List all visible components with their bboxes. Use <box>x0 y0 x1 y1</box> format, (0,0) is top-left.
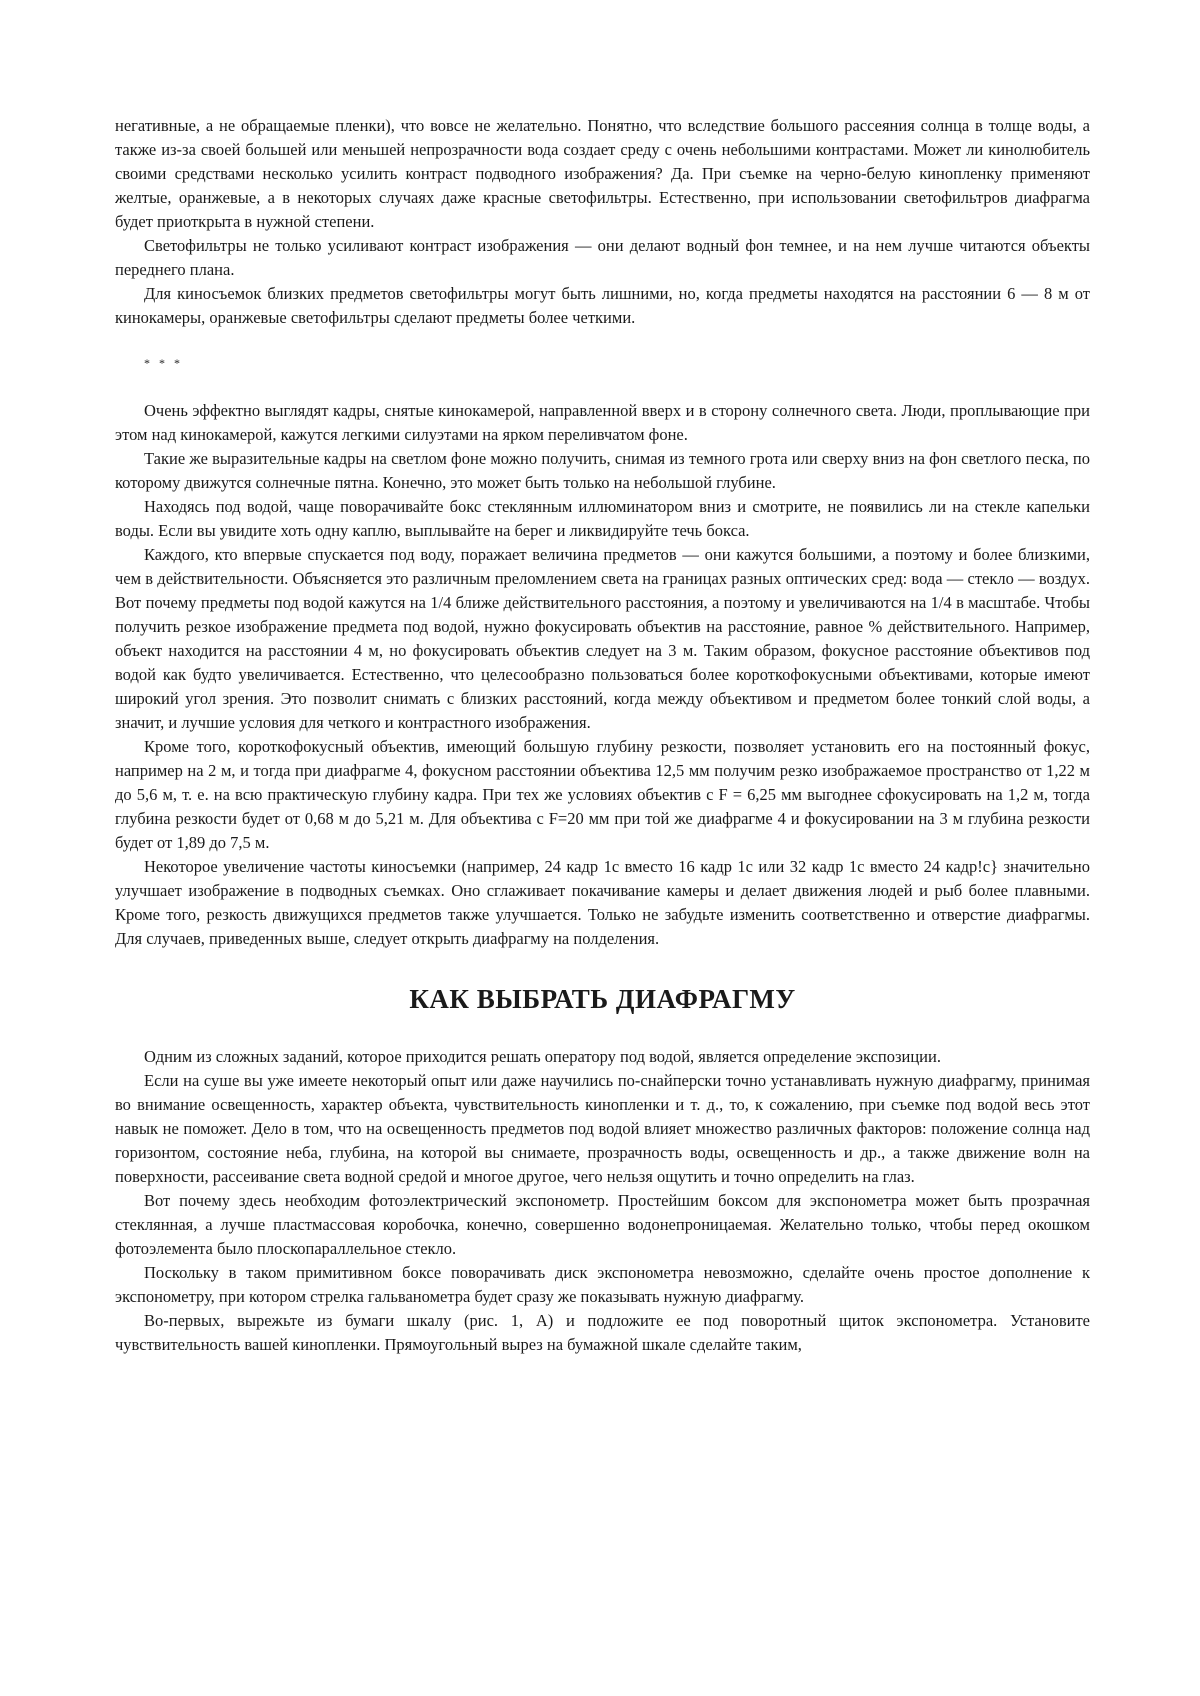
paragraph-11: Если на суше вы уже имеете некоторый опыт или даже научились по-снайперски точно устанавливать нужную диафрагму, принимая во внимание освещенность, характер объекта, чувствительность кинопленки и т. д., то, к сожалению, при съемке под водой весь этот навык не поможет. Дело в том, что на освещенность предметов под водой влияет множество различных факторов: положение солнца над горизонтом, состояние неба, глубина, на которой вы снимаете, прозрачность воды, освещенность и др., а также движение волн на поверхности, рассеивание света водной средой и многое другое, чего нельзя ощутить и точно определить на глаз. <box>115 1069 1090 1189</box>
paragraph-9: Некоторое увеличение частоты киносъемки (например, 24 кадр 1с вместо 16 кадр 1с или 32 кадр 1с вместо 24 кадр!с} значительно улучшает изображение в подводных съемках. Оно сглаживает покачивание камеры и делает движения людей и рыб более плавными. Кроме того, резкость движущихся предметов также улучшается. Только не забудьте изменить соответственно и отверстие диафрагмы. Для случаев, приведенных выше, следует открыть диафрагму на полделения. <box>115 855 1090 951</box>
paragraph-12: Вот почему здесь необходим фотоэлектрический экспонометр. Простейшим боксом для экспонометра может быть прозрачная стеклянная, а лучше пластмассовая коробочка, конечно, совершенно водонепроницаемая. Желательно только, чтобы перед окошком фотоэлемента было плоскопараллельное стекло. <box>115 1189 1090 1261</box>
paragraph-8: Кроме того, короткофокусный объектив, имеющий большую глубину резкости, позволяет установить его на постоянный фокус, например на 2 м, и тогда при диафрагме 4, фокусном расстоянии объектива 12,5 мм получим резко изображаемое пространство от 1,22 м до 5,6 м, т. е. на всю практическую глубину кадра. При тех же условиях объектив с F = 6,25 мм выгоднее сфокусировать на 1,2 м, тогда глубина резкости будет от 0,68 м до 5,21 м. Для объектива с F=20 мм при той же диафрагме 4 и фокусировании на 3 м глубина резкости будет от 1,89 до 7,5 м. <box>115 735 1090 855</box>
section-separator: * * * <box>115 351 1090 375</box>
paragraph-2: Светофильтры не только усиливают контраст изображения — они делают водный фон темнее, и на нем лучше читаются объекты переднего плана. <box>115 234 1090 282</box>
paragraph-13: Поскольку в таком примитивном боксе поворачивать диск экспонометра невозможно, сделайте очень простое дополнение к экспонометру, при котором стрелка гальванометра будет сразу же показывать нужную диафрагму. <box>115 1261 1090 1309</box>
paragraph-6: Находясь под водой, чаще поворачивайте бокс стеклянным иллюминатором вниз и смотрите, не появились ли на стекле капельки воды. Если вы увидите хоть одну каплю, выплывайте на берег и ликвидируйте течь бокса. <box>115 495 1090 543</box>
paragraph-7: Каждого, кто впервые спускается под воду, поражает величина предметов — они кажутся большими, а поэтому и более близкими, чем в действительности. Объясняется это различным преломлением света на границах разных оптических сред: вода — стекло — воздух. Вот почему предметы под водой кажутся на 1/4 ближе действительного расстояния, а поэтому и увеличиваются на 1/4 в масштабе. Чтобы получить резкое изображение предмета под водой, нужно фокусировать объектив на расстояние, равное % действительного. Например, объект находится на расстоянии 4 м, но фокусировать объектив следует на 3 м. Таким образом, фокусное расстояние объективов под водой как будто увеличивается. Естественно, что целесообразно пользоваться более короткофокусными объективами, которые имеют широкий угол зрения. Это позволит снимать с близких расстояний, когда между объективом и предметом более тонкий слой воды, а значит, и лучшие условия для четкого и контрастного изображения. <box>115 543 1090 735</box>
paragraph-10: Одним из сложных заданий, которое приходится решать оператору под водой, является определение экспозиции. <box>115 1045 1090 1069</box>
paragraph-14: Во-первых, вырежьте из бумаги шкалу (рис. 1, А) и подложите ее под поворотный щиток экспонометра. Установите чувствительность вашей кинопленки. Прямоугольный вырез на бумажной шкале сделайте таким, <box>115 1309 1090 1357</box>
paragraph-1: негативные, а не обращаемые пленки), что вовсе не желательно. Понятно, что вследствие большого рассеяния солнца в толще воды, а также из-за своей большей или меньшей непрозрачности вода создает среду с очень небольшими контрастами. Может ли кинолюбитель своими средствами несколько усилить контраст подводного изображения? Да. При съемке на черно-белую кинопленку применяют желтые, оранжевые, а в некоторых случаях даже красные светофильтры. Естественно, при использовании светофильтров диафрагма будет приоткрыта в нужной степени. <box>115 114 1090 234</box>
document-page <box>115 114 1090 1357</box>
paragraph-4: Очень эффектно выглядят кадры, снятые кинокамерой, направленной вверх и в сторону солнечного света. Люди, проплывающие при этом над кинокамерой, кажутся легкими силуэтами на ярком переливчатом фоне. <box>115 399 1090 447</box>
paragraph-3: Для киносъемок близких предметов светофильтры могут быть лишними, но, когда предметы находятся на расстоянии 6 — 8 м от кинокамеры, оранжевые светофильтры сделают предметы более четкими. <box>115 282 1090 330</box>
section-heading: КАК ВЫБРАТЬ ДИАФРАГМУ <box>115 983 1090 1015</box>
paragraph-5: Такие же выразительные кадры на светлом фоне можно получить, снимая из темного грота или сверху вниз на фон светлого песка, по которому движутся солнечные пятна. Конечно, это может быть только на небольшой глубине. <box>115 447 1090 495</box>
